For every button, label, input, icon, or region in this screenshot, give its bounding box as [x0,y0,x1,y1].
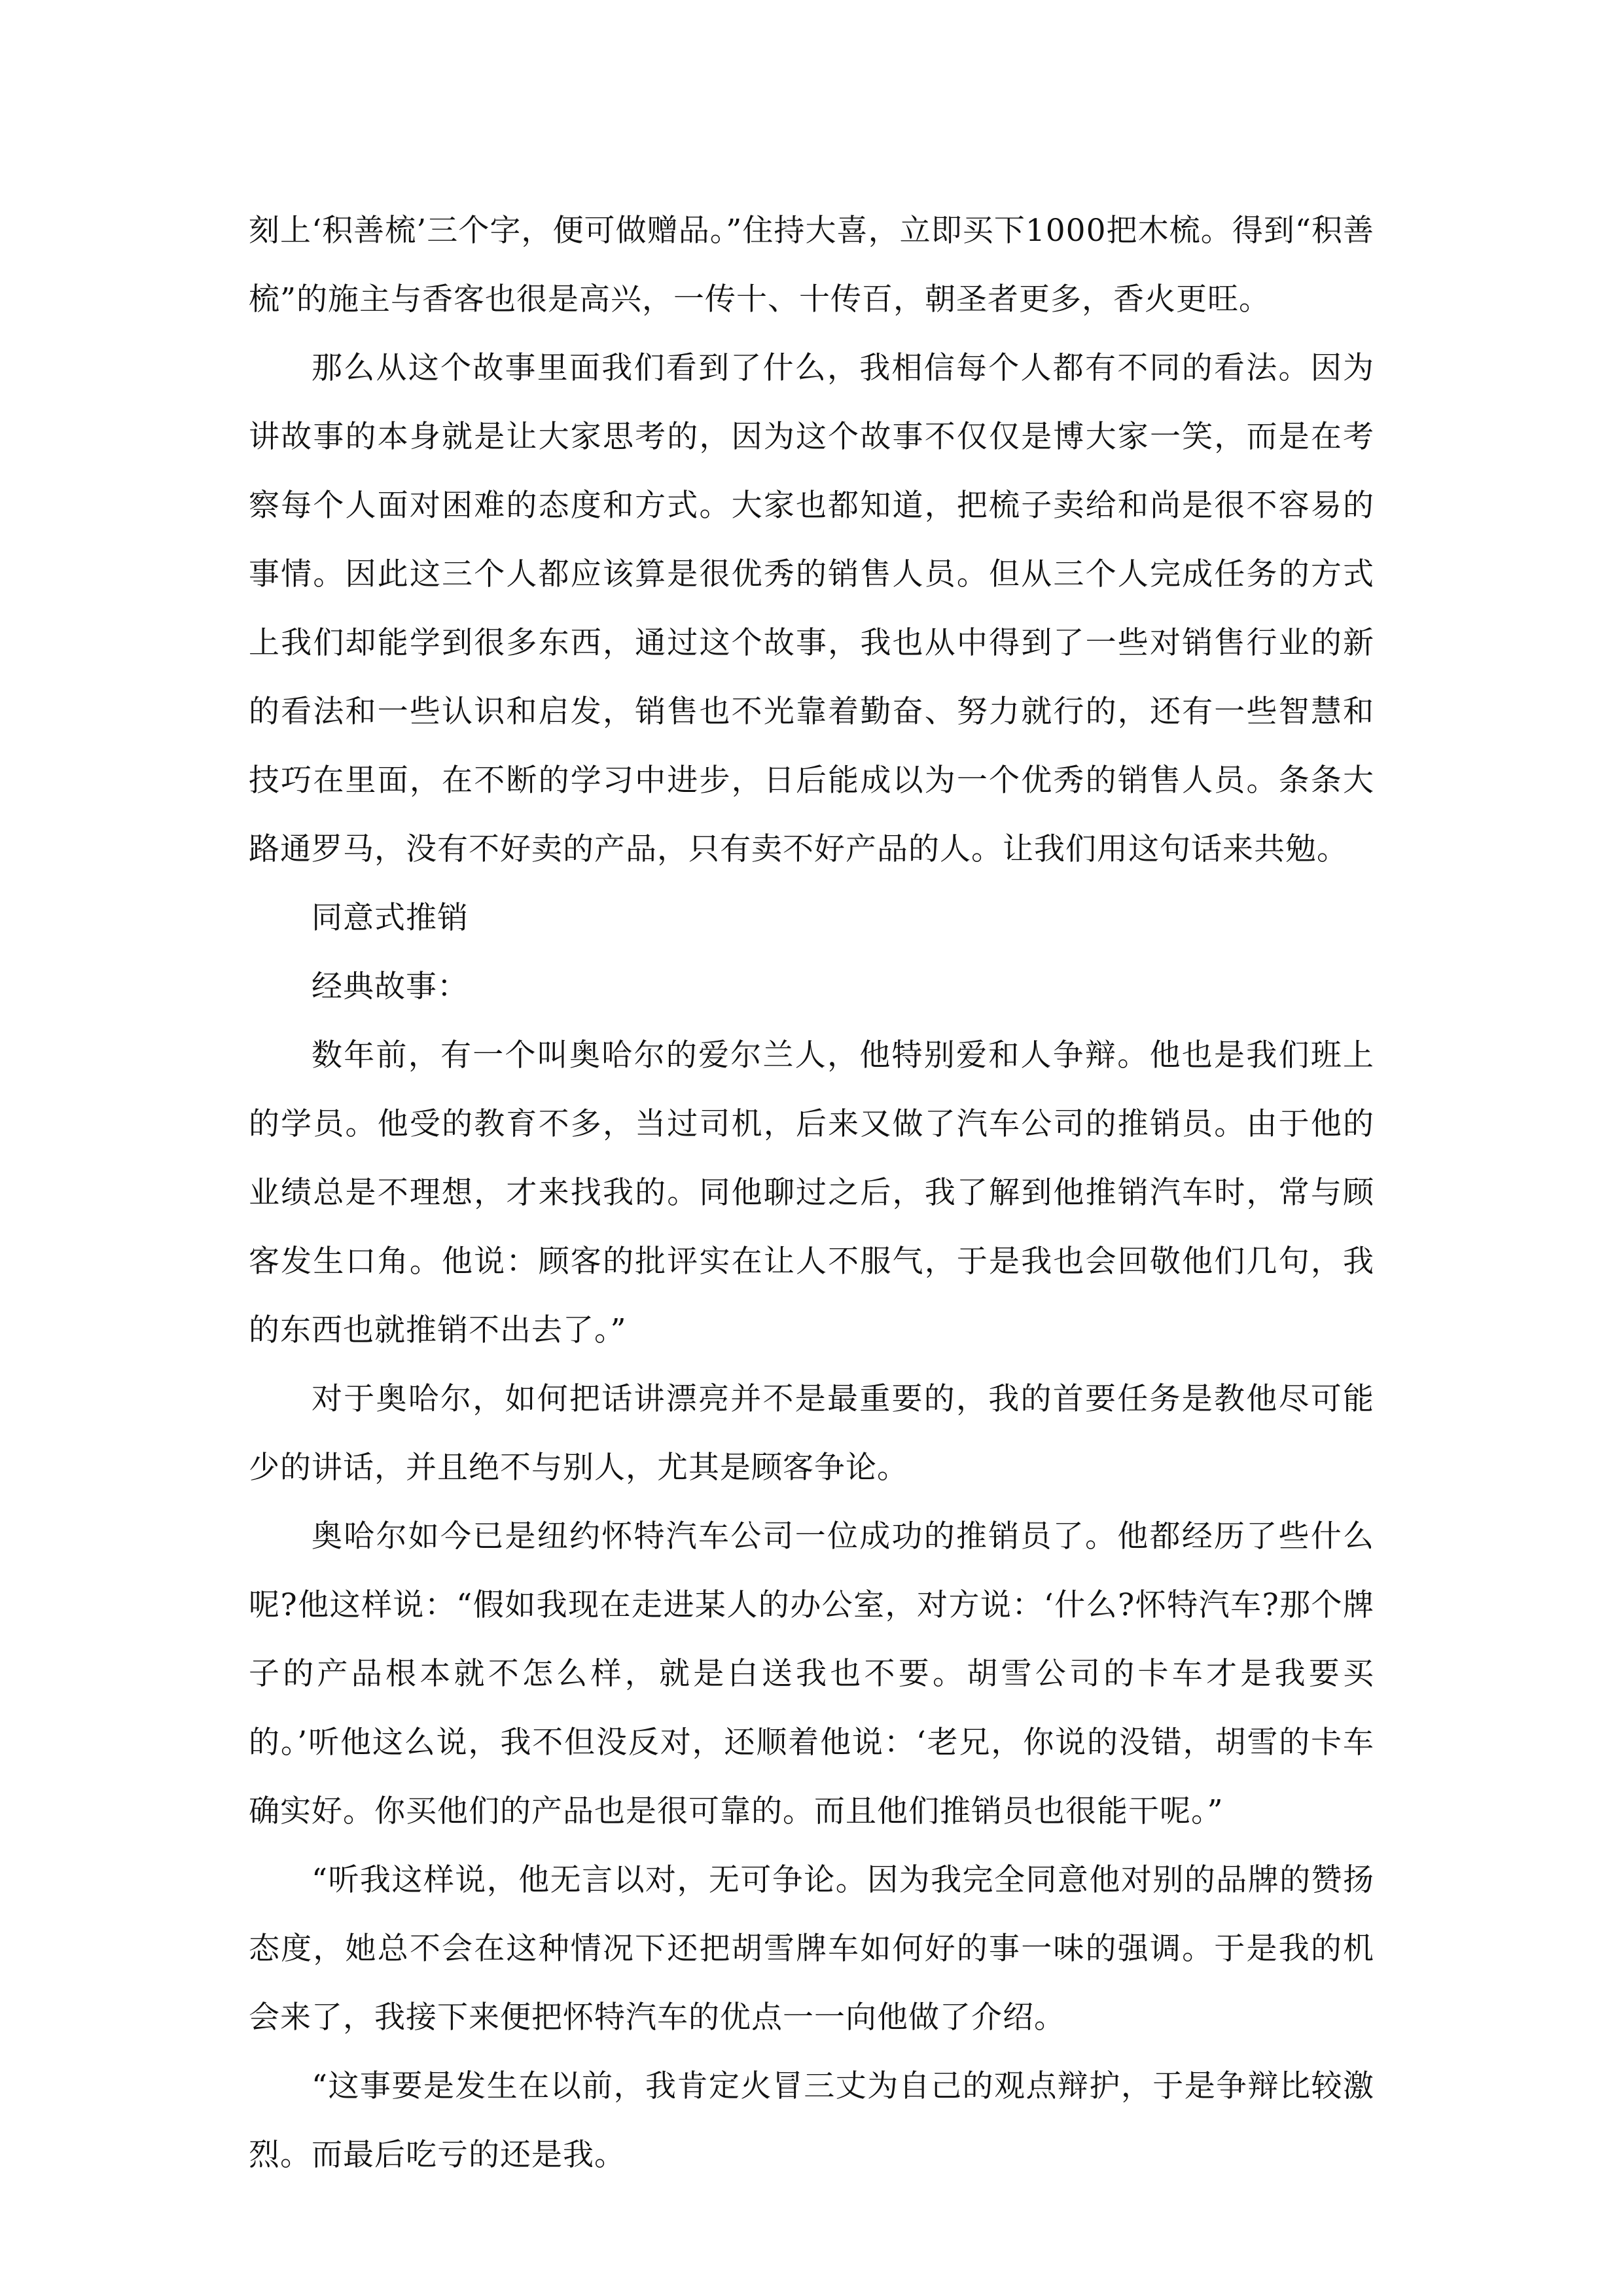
paragraph: 奥哈尔如今已是纽约怀特汽车公司一位成功的推销员了。他都经历了些什么呢?他这样说：“假如我现在走进某人的办公室，对方说：‘什么?怀特汽车?那个牌子的产品根本就不怎么样，就是白送我也不要。胡雪公司的卡车才是我要买的。’听他这么说，我不但没反对，还顺着他说：‘老兄，你说的没错，胡雪的卡车确实好。你买他们的产品也是很可靠的。而且他们推销员也很能干呢。” [249,1518,1374,1829]
section-heading: 同意式推销 [312,900,469,936]
document-body [249,196,1374,2189]
subsection-heading: 经典故事： [312,969,469,1005]
paragraph: 数年前，有一个叫奥哈尔的爱尔兰人，他特别爱和人争辩。他也是我们班上的学员。他受的教育不多，当过司机，后来又做了汽车公司的推销员。由于他的业绩总是不理想，才来找我的。同他聊过之后，我了解到他推销汽车时，常与顾客发生口角。他说：顾客的批评实在让人不服气，于是我也会回敬他们几句，我的东西也就推销不出去了。” [249,1037,1374,1348]
paragraph: “听我这样说，他无言以对，无可争论。因为我完全同意他对别的品牌的赞扬态度，她总不会在这种情况下还把胡雪牌车如何好的事一味的强调。于是我的机会来了，我接下来便把怀特汽车的优点一一向他做了介绍。 [249,1862,1374,2036]
paragraph: 那么从这个故事里面我们看到了什么，我相信每个人都有不同的看法。因为讲故事的本身就是让大家思考的，因为这个故事不仅仅是博大家一笑，而是在考察每个人面对困难的态度和方式。大家也都知道，把梳子卖给和尚是很不容易的事情。因此这三个人都应该算是很优秀的销售人员。但从三个人完成任务的方式上我们却能学到很多东西，通过这个故事，我也从中得到了一些对销售行业的新的看法和一些认识和启发，销售也不光靠着勤奋、努力就行的，还有一些智慧和技巧在里面，在不断的学习中进步，日后能成以为一个优秀的销售人员。条条大路通罗马，没有不好卖的产品，只有卖不好产品的人。让我们用这句话来共勉。 [249,350,1374,867]
paragraph: 刻上‘积善梳’三个字，便可做赠品。”住持大喜，立即买下1000把木梳。得到“积善梳”的施主与香客也很是高兴，一传十、十传百，朝圣者更多，香火更旺。 [249,213,1374,317]
paragraph: 对于奥哈尔，如何把话讲漂亮并不是最重要的，我的首要任务是教他尽可能少的讲话，并且绝不与别人，尤其是顾客争论。 [249,1381,1374,1486]
paragraph: “这事要是发生在以前，我肯定火冒三丈为自己的观点辩护，于是争辩比较激烈。而最后吃亏的还是我。 [249,2068,1374,2173]
